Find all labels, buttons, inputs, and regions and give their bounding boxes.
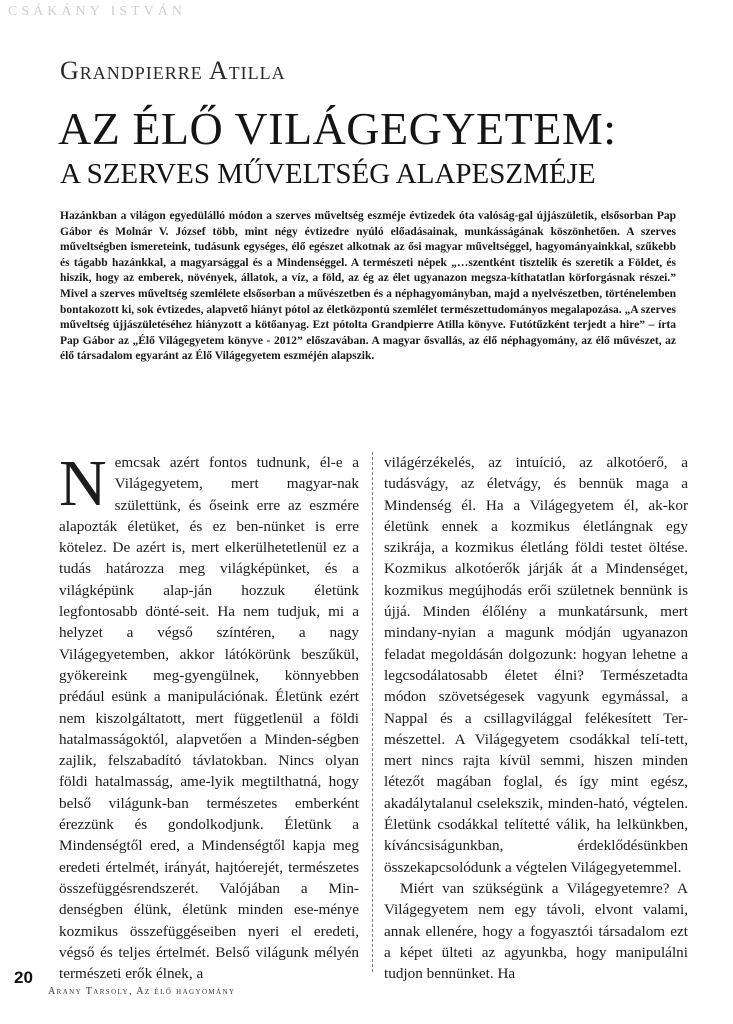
left-paragraph	[59, 447, 359, 984]
scan-watermark: CSÁKÁNY ISTVÁN	[8, 4, 186, 19]
page-number: 20	[14, 968, 33, 987]
running-footer: Arany Tarsoly, Az élő hagyomány	[48, 986, 236, 997]
drop-cap: N	[59, 447, 107, 520]
body-column-left	[59, 447, 359, 983]
left-paragraph-text: emcsak azért fontos tudnunk, él-e a Világegyetem, mert magyar-nak születtünk, és őseink erre az eszmére alapozták életüket, és ez ben-nünket is erre kötelez. De azért is, mert elkerülhetetlenül ez a tudás határozza meg világképünket, és a világképünk alap-ján hozzuk életünk legfontosabb dönté-seit. Ha nem tudjuk, mi a helyzet a végső színtéren, a nagy Világegyetemben, akkor látókörünk beszűkül, gyökereink meg-gyengülnek, könnyebben prédául esünk a manipulációnak. Életünk ezért nem kiszolgáltatott, mert függetlenül a földi hatalmasságoktól, alapvetően a Minden-ségben zajlik, felszabadító távlatokban. Nincs olyan földi hatalmasság, ame-lyik megtilthatná, hogy belső világunk-ban természetes emberként érezzünk és gondolkodjunk. Életünk a Mindenségtől ered, a Mindenségtől kapja meg eredeti értelmét, irányát, hajtóerejét, természetes összefüggésrendszerét. Valójában a Min-denségben élünk, életünk minden ese-ménye kozmikus összefüggéseiben nyeri el eredeti, végső és teljes értelmét. Belső világunk mélyén természeti erők élnek, a	[59, 454, 359, 983]
right-paragraph-1: világérzékelés, az intuíció, az alkotóerő, a tudásvágy, az életvágy, és bennük maga a Mindenség él. Ha a Világegyetem él, ak-kor életünk ennek a kozmikus életlángnak egy szikrája, a kozmikus életláng földi testet öltése. Kozmikus alkotóerők járják át a Mindenséget, kozmikus megújhodás erői születnek bennünk is újjá. Minden élőlény a munkatársunk, mert mindany-nyian a magunk módján ugyanazon feladat megoldásán dolgozunk: hogyan lehetne a legcsodálatosabb életet élni? Természetadta módon szövetségesek vagyunk egymással, a Nappal és a csillagvilággal felékesített Ter-mészettel. A Világegyetem csodákkal telí-tett, mert nincs rajta kívül semmi, hiszen minden létezőt magában foglal, és így mint egész, akadálytalanul cselekszik, minden-ható, végtelen. Életünk csodákkal telítetté válik, ha lelkünkben, kíváncsiságunkban, érdeklődésünkben összekapcsolódunk a végtelen Világegyetemmel.	[384, 454, 688, 876]
author-name: Grandpierre Atilla	[60, 56, 286, 85]
column-divider	[372, 452, 373, 972]
article-title: AZ ÉLŐ VILÁGEGYETEM:	[58, 103, 617, 154]
article-abstract: Hazánkban a világon egyedülálló módon a szerves műveltség eszméje évtizedek óta valóság-gal újjászületik, elsősorban Pap Gábor és Molnár V. József több, mint négy évtizedre nyúló előadásainak, munkásságának köszönhetően. A szerves műveltségben ismereteink, tudásunk egységes, élő egészet alkotnak az ősi magyar műveltséggel, hagyományainkkal, szűkebb és tágabb hazánkkal, a magyarsággal és a Mindenséggel. A természeti népek „…szentként tisztelik és szeretik a Földet, és hiszik, hogy az emberek, növények, állatok, a víz, a föld, az ég az élet ugyanazon megsza-kíthatatlan körforgásnak részei.” Mivel a szerves műveltség szemlélete elsősorban a művészetben és a néphagyományban, majd a nyelvészetben, történelemben bontakozott ki, sok évtizedes, alapvető hiányt pótol az életközpontú szemlélet természettudományos megalapozása. „A szerves műveltség újjászületéséhez hiányzott a kötőanyag. Ezt pótolta Grandpierre Atilla könyve. Futótűzként terjedt a hire” – írta Pap Gábor az „Élő Világegyetem könyve - 2012” előszavában. A magyar ősvallás, az élő néphagyomány, az élő művészet, az élő társadalom egyaránt az Élő Világegyetem eszméjén alapszik.	[60, 210, 676, 363]
right-paragraph-2: Miért van szükségünk a Világegyetemre? A Világegyetem nem egy távoli, elvont valami, annak ellenére, hogy a fogyasztói társadalom ezt a képet ülteti az agyunkba, hogy manipulálni tudjon bennünket. Ha	[384, 879, 688, 983]
article-subtitle: A SZERVES MŰVELTSÉG ALAPESZMÉJE	[60, 158, 596, 190]
body-column-right	[384, 452, 688, 983]
